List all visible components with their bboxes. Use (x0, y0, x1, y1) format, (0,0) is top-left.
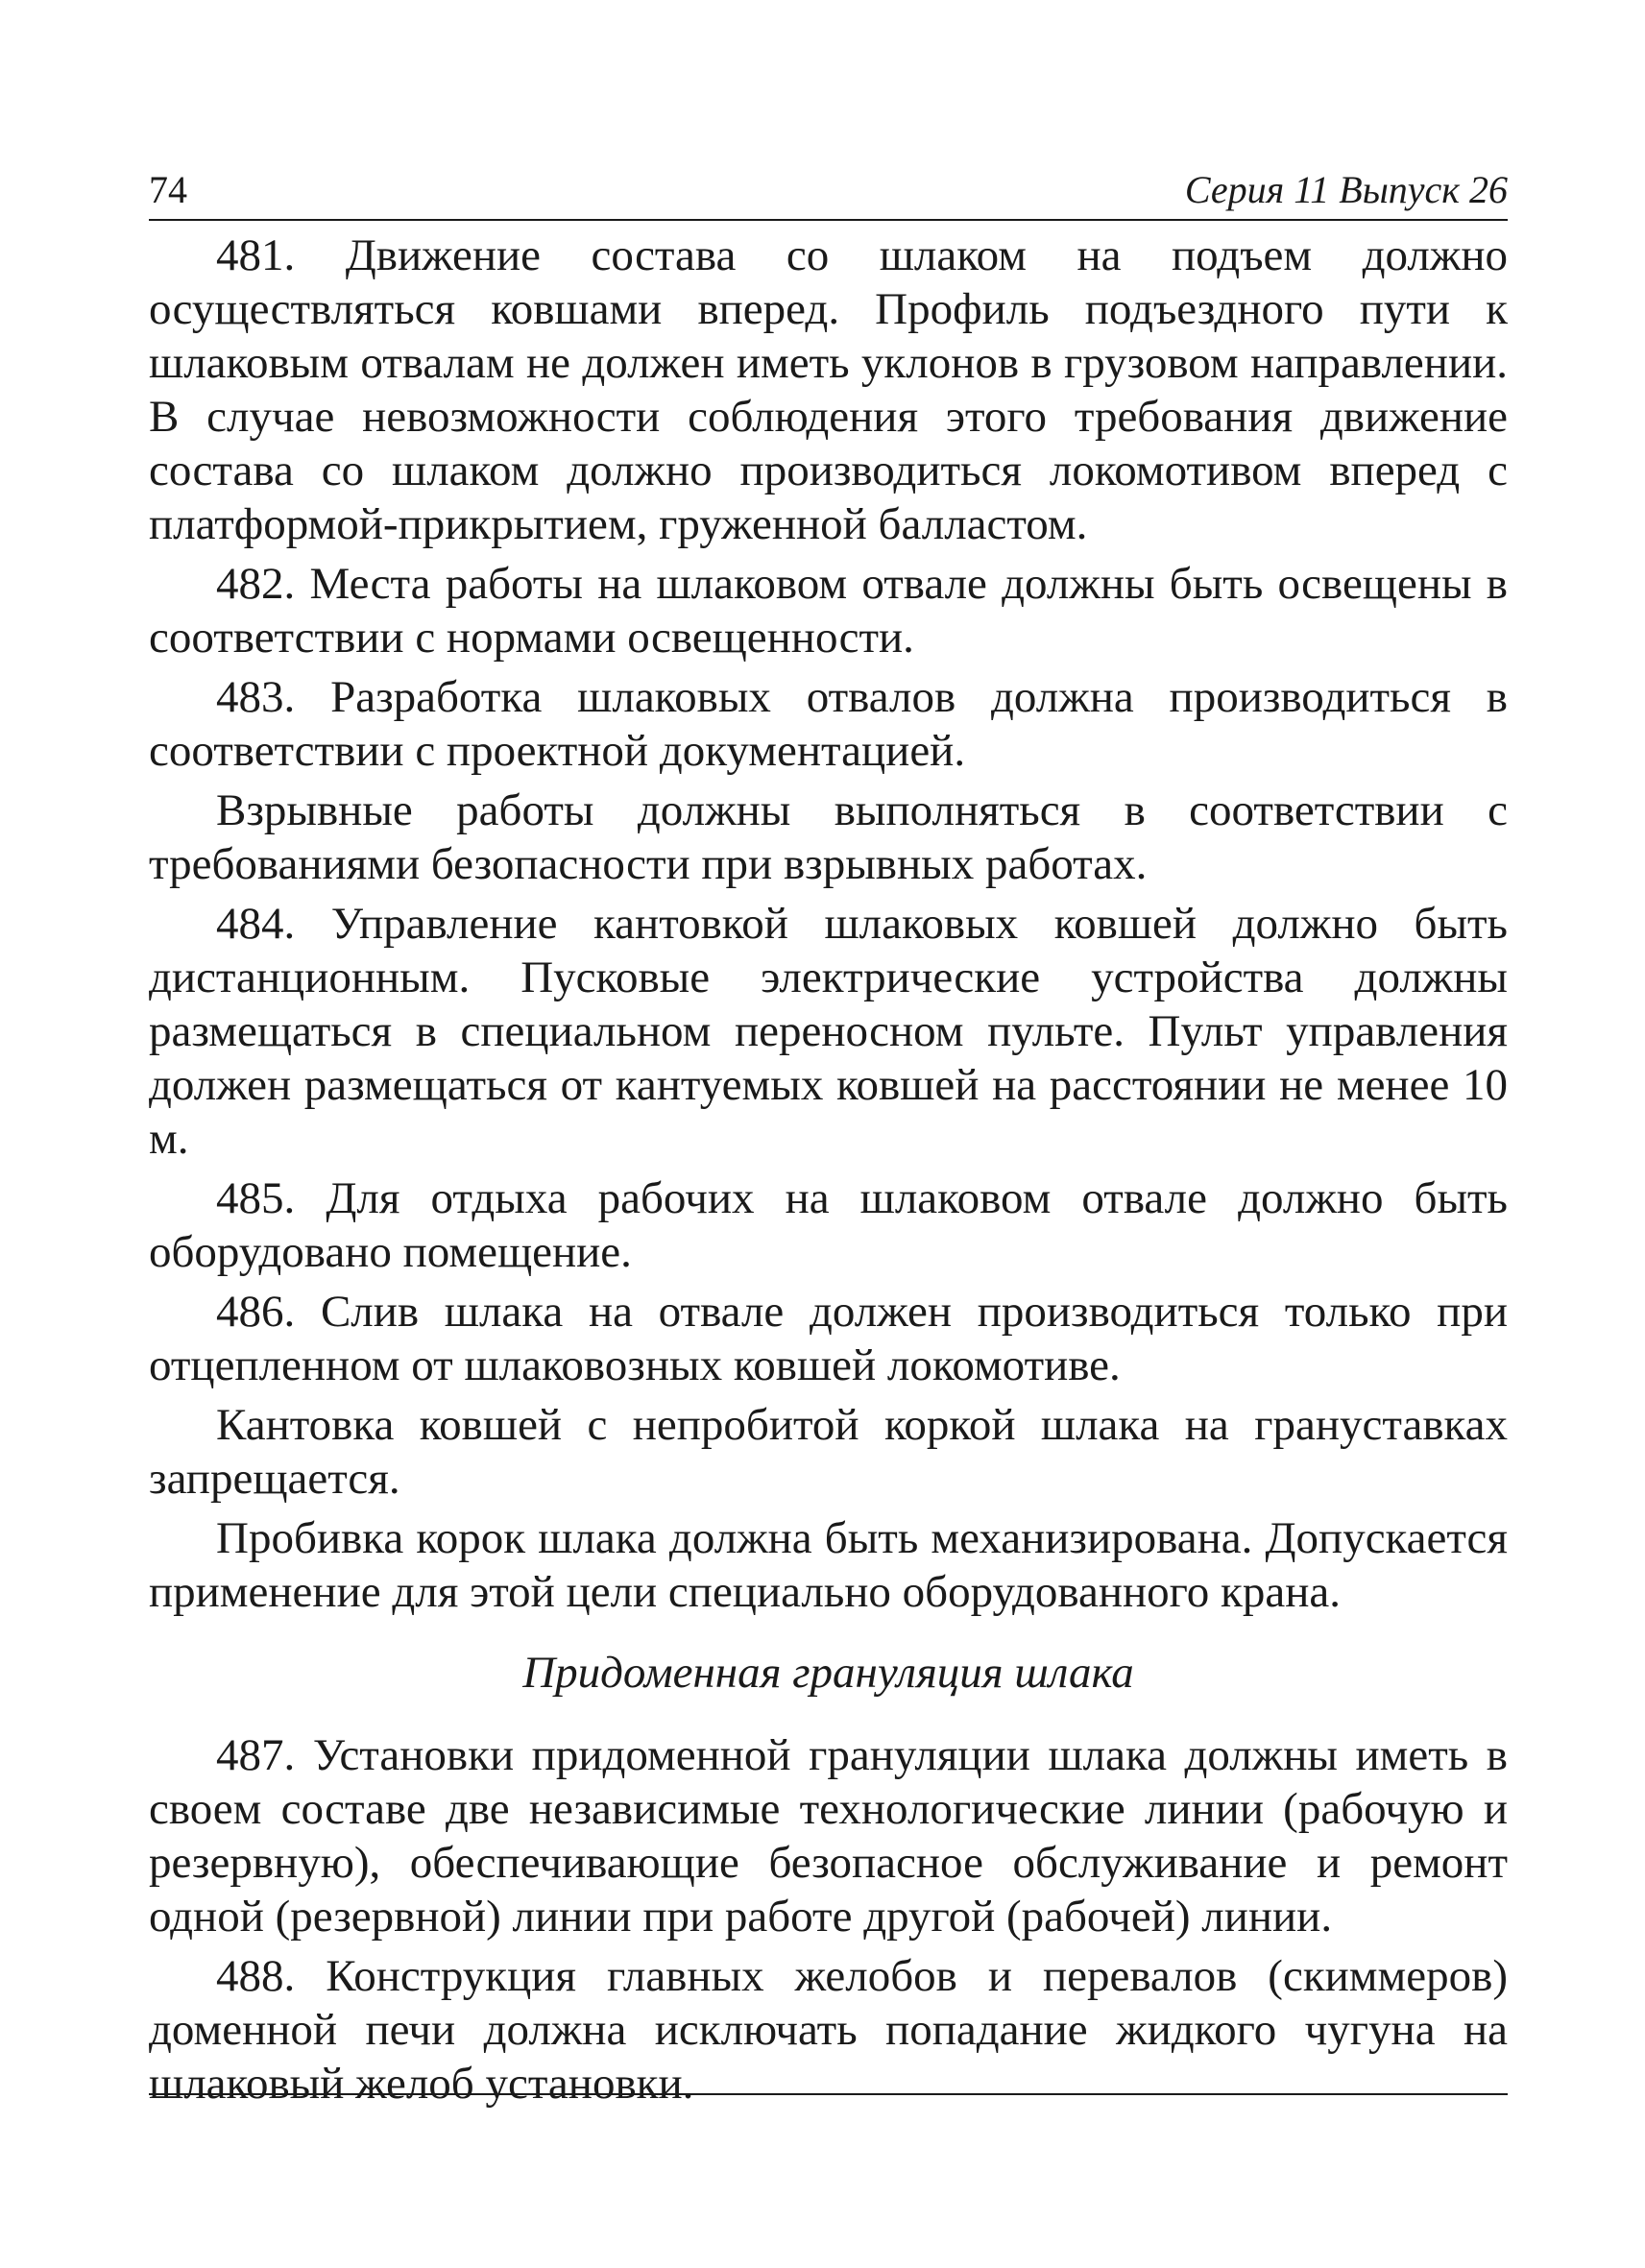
paragraph-486: 486. Слив шлака на отвале должен производиться только при отцепленном от шлаковозных ковшей локомотиве. (149, 1287, 1508, 1390)
running-head (149, 163, 1508, 221)
page-number: 74 (149, 168, 187, 211)
document-page (149, 163, 1508, 2116)
paragraph-486-crust-breaking: Пробивка корок шлака должна быть механизирована. Допускается применение для этой цели специально оборудованного крана. (149, 1513, 1508, 1617)
paragraph-486-tilting: Кантовка ковшей с непробитой коркой шлака на грануставках запрещается. (149, 1400, 1508, 1504)
series-title: Серия 11 Выпуск 26 (1184, 168, 1508, 211)
section-heading: Придоменная грануляция шлака (522, 1648, 1134, 1698)
footer-rule (149, 2093, 1508, 2095)
paragraph-487: 487. Установки придоменной грануляции шлака должны иметь в своем составе две независимые технологические линии (рабочую и резервную), обеспечивающие безопасное обслуживание и ремонт одной (резервной) линии при работе другой (рабочей) линии. (149, 1730, 1508, 1942)
paragraph-482: 482. Места работы на шлаковом отвале должны быть освещены в соответствии с нормами освещенности. (149, 559, 1508, 663)
paragraph-481: 481. Движение состава со шлаком на подъем должно осуществляться ковшами вперед. Профиль подъездного пути к шлаковым отвалам не должен иметь уклонов в грузовом направлении. В случае невозможности соблюдения этого требования движение состава со шлаком должно производиться локомотивом вперед с платформой-прикрытием, груженной балластом. (149, 230, 1508, 549)
paragraph-483-blasting: Взрывные работы должны выполняться в соответствии с требованиями безопасности при взрывных работах. (149, 785, 1508, 889)
body-text (149, 229, 1508, 2111)
paragraph-485: 485. Для отдыха рабочих на шлаковом отвале должно быть оборудовано помещение. (149, 1173, 1508, 1277)
paragraph-488: 488. Конструкция главных желобов и перевалов (скиммеров) доменной печи должна исключать попадание жидкого чугуна на шлаковый желоб установки. (149, 1951, 1508, 2109)
paragraph-484: 484. Управление кантовкой шлаковых ковшей должно быть дистанционным. Пусковые электрические устройства должны размещаться в специальном переносном пульте. Пульт управления должен размещаться от кантуемых ковшей на расстоянии не менее 10 м. (149, 899, 1508, 1164)
paragraph-483: 483. Разработка шлаковых отвалов должна производиться в соответствии с проектной документацией. (149, 672, 1508, 776)
